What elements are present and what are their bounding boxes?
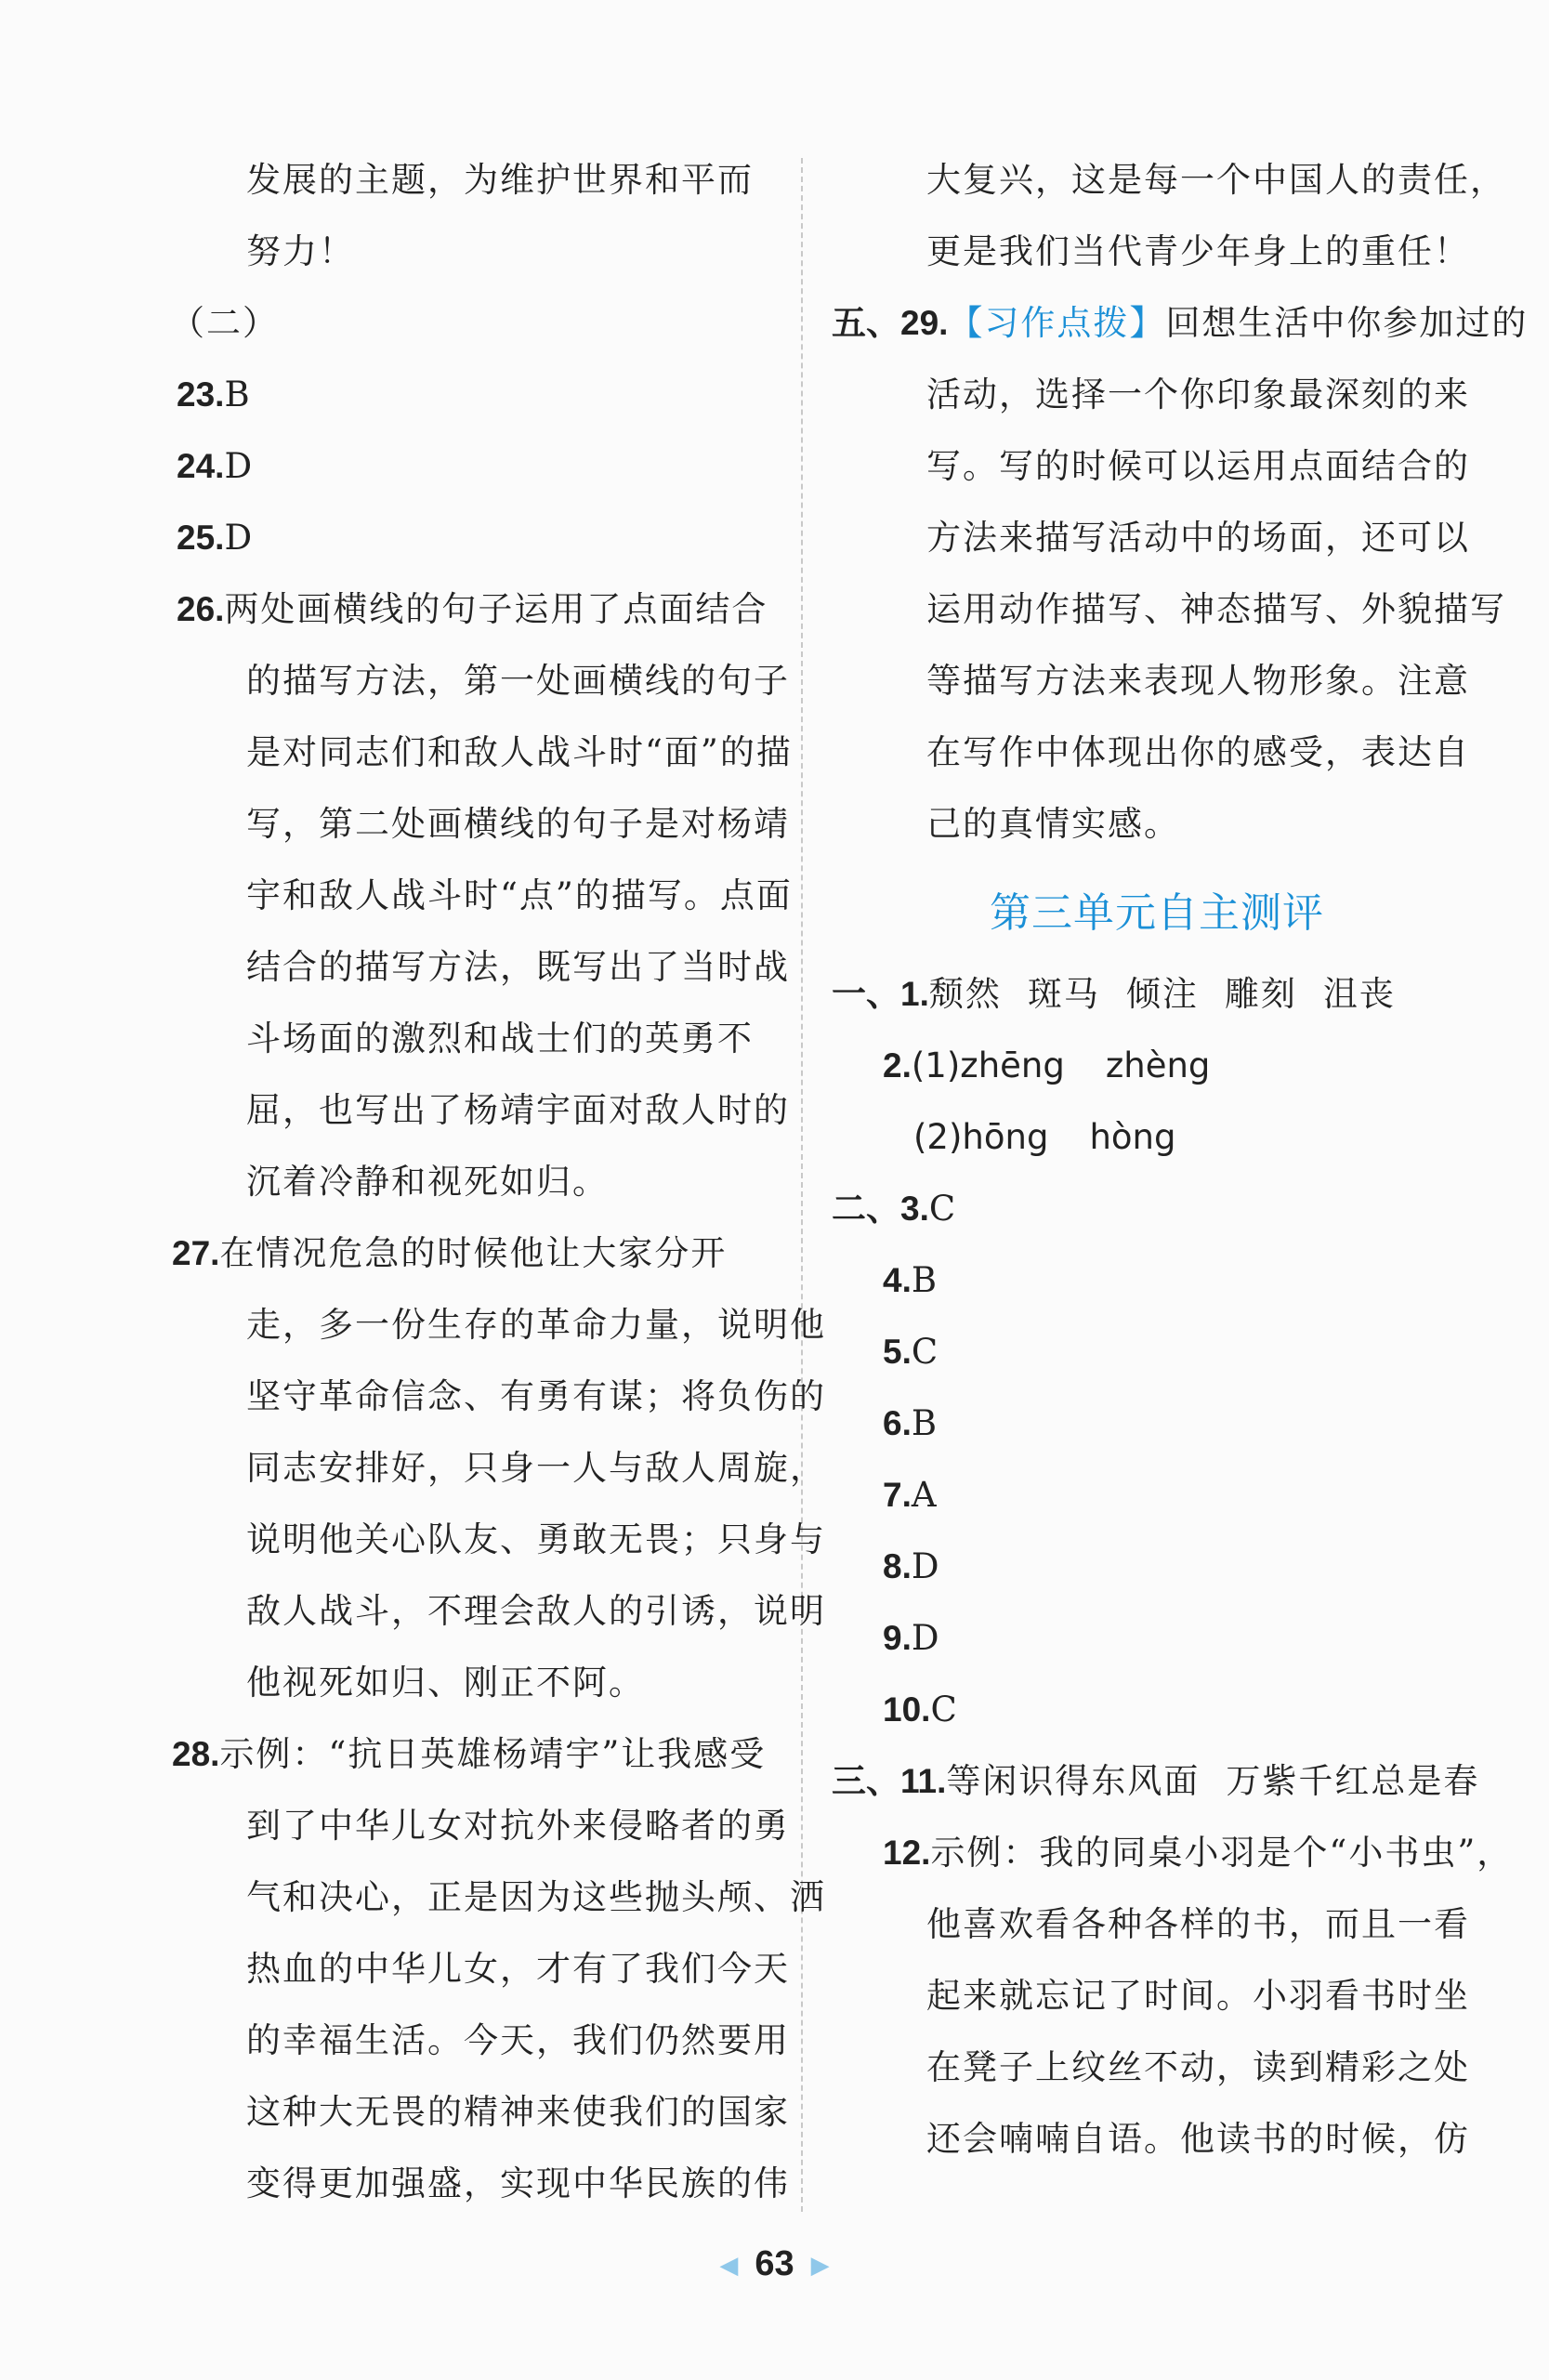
answer-item <box>832 1602 1482 1674</box>
answer-value: D <box>224 446 255 486</box>
question-number: 7. <box>883 1476 912 1514</box>
text-line: 方法来描写活动中的场面，还可以 <box>926 518 1470 558</box>
pinyin: zhèng <box>1105 1045 1211 1085</box>
answer-text: 示例：我的同桌小羽是个“小书虫”， <box>930 1833 1514 1873</box>
answer-item <box>832 1459 1482 1531</box>
text-line: 还会喃喃自语。他读书的时候，仿 <box>926 2119 1470 2159</box>
answer-item <box>832 1030 1482 1101</box>
question-number: 26. <box>177 590 225 628</box>
prev-arrow-icon: ◀ <box>719 2251 739 2280</box>
pinyin: (1)zhēng <box>911 1045 1065 1085</box>
next-arrow-icon: ▶ <box>810 2251 830 2280</box>
text-line: 他视死如归、刚正不阿。 <box>246 1663 645 1703</box>
text-line: 热血的中华儿女，才有了我们今天 <box>246 1949 790 1989</box>
text-line: 运用动作描写、神态描写、外貌描写 <box>926 589 1506 629</box>
text-line: 敌人战斗，不理会敌人的引诱，说明 <box>246 1591 826 1631</box>
text-line: 己的真情实感。 <box>926 804 1180 844</box>
question-number: 五、29. <box>832 304 949 342</box>
answer-value: B <box>911 1260 939 1300</box>
text-line: 在写作中体现出你的感受，表达自 <box>926 732 1470 772</box>
pinyin: (2)hōng <box>913 1117 1049 1157</box>
answer-value: C <box>930 1690 959 1729</box>
text-line: 写。写的时候可以运用点面结合的 <box>926 446 1470 486</box>
text-line: 的幸福生活。今天，我们仍然要用 <box>246 2020 790 2060</box>
answer-item <box>832 1316 1482 1387</box>
text-line: 到了中华儿女对抗外来侵略者的勇 <box>246 1806 790 1846</box>
answer-item <box>832 1531 1482 1602</box>
answer-item <box>832 1817 1514 1888</box>
answer-item <box>177 430 776 502</box>
text-line: 斗场面的激烈和战士们的英勇不 <box>246 1019 754 1059</box>
answer-item <box>832 1745 1482 1817</box>
page-number: 63 <box>755 2244 794 2283</box>
answer-text: 示例：“抗日英雄杨靖宇”让我感受 <box>219 1734 767 1774</box>
question-number: 27. <box>172 1234 220 1272</box>
answer-item <box>177 573 776 645</box>
text-line: 的描写方法，第一处画横线的句子 <box>246 661 790 701</box>
text-line: 他喜欢看各种各样的书，而且一看 <box>926 1904 1470 1944</box>
word: 斑马 <box>1027 974 1100 1014</box>
word: 颓然 <box>928 974 1002 1014</box>
text-line: 同志安排好，只身一人与敌人周旋， <box>246 1448 826 1488</box>
answer-item <box>832 1101 1482 1173</box>
left-column <box>163 144 826 2219</box>
answer-value: B <box>911 1403 939 1443</box>
pinyin: hòng <box>1089 1117 1176 1157</box>
answer-value: A <box>911 1475 939 1515</box>
answer-value: D <box>911 1546 941 1586</box>
text-line: 在凳子上纹丝不动，读到精彩之处 <box>926 2047 1470 2087</box>
text-line: 宇和敌人战斗时“点”的描写。点面 <box>246 875 793 915</box>
text-line: 写，第二处画横线的句子是对杨靖 <box>246 804 790 844</box>
answer-value: D <box>224 518 255 558</box>
answer-item <box>172 1217 776 1289</box>
answer-item <box>832 1173 1482 1244</box>
question-number: 24. <box>177 447 225 485</box>
question-number: 二、3. <box>832 1190 929 1228</box>
question-number: 12. <box>883 1834 931 1872</box>
text-line: 沉着冷静和视死如归。 <box>246 1162 609 1202</box>
text-line: 变得更加强盛，实现中华民族的伟 <box>246 2163 790 2203</box>
right-column <box>832 144 1529 2175</box>
question-number: 28. <box>172 1735 220 1773</box>
text-line: 努力！ <box>246 231 355 271</box>
answer-item <box>832 1387 1482 1459</box>
answer-item <box>832 1674 1482 1745</box>
answer-item <box>177 502 776 573</box>
text-line: 大复兴，这是每一个中国人的责任， <box>926 160 1506 200</box>
text-line: 等描写方法来表现人物形象。注意 <box>926 661 1470 701</box>
question-number: 2. <box>883 1046 912 1085</box>
text-line: 说明他关心队友、勇敢无畏；只身与 <box>246 1519 826 1559</box>
question-number: 5. <box>883 1333 912 1371</box>
question-number: 三、11. <box>832 1762 947 1800</box>
question-number: 9. <box>883 1619 912 1657</box>
answer-text: 万紫千红总是春 <box>1226 1761 1480 1801</box>
question-number: 25. <box>177 519 225 557</box>
section-heading: 第三单元自主测评 <box>990 889 1324 937</box>
text-line: 坚守革命信念、有勇有谋；将负伤的 <box>246 1376 826 1416</box>
text-line: 气和决心，正是因为这些抛头颅、洒 <box>246 1877 826 1917</box>
text-line: 是对同志们和敌人战斗时“面”的描 <box>246 732 793 772</box>
answer-item <box>172 1718 776 1790</box>
answer-value: C <box>928 1189 958 1229</box>
question-number: 6. <box>883 1404 912 1442</box>
answer-value: C <box>911 1332 940 1372</box>
text-line: 起来就忘记了时间。小羽看书时坐 <box>926 1976 1470 2016</box>
question-number: 23. <box>177 375 225 414</box>
word: 雕刻 <box>1224 974 1297 1014</box>
text-line: 结合的描写方法，既写出了当时战 <box>246 947 790 987</box>
text-line: 这种大无畏的精神来使我们的国家 <box>246 2092 790 2132</box>
question-number: 8. <box>883 1547 912 1585</box>
question-number: 10. <box>883 1690 931 1729</box>
section-label: （二） <box>170 303 279 343</box>
answer-item <box>832 287 1529 359</box>
word: 沮丧 <box>1322 974 1396 1014</box>
answer-text: 两处画横线的句子运用了点面结合 <box>224 589 768 629</box>
question-number: 一、1. <box>832 975 929 1013</box>
answer-item <box>177 359 776 430</box>
answer-value: B <box>224 375 252 414</box>
tip-tag: 【习作点拨】 <box>948 303 1166 343</box>
answer-text: 回想生活中你参加过的 <box>1165 303 1529 343</box>
answer-text: 等闲识得东风面 <box>946 1761 1201 1801</box>
page-footer <box>0 2244 1549 2284</box>
text-line: 走，多一份生存的革命力量，说明他 <box>246 1305 826 1345</box>
text-line: 屈，也写出了杨靖宇面对敌人时的 <box>246 1090 790 1130</box>
text-line: 更是我们当代青少年身上的重任！ <box>926 231 1470 271</box>
answer-item <box>832 1244 1482 1316</box>
question-number: 4. <box>883 1261 912 1299</box>
answer-text: 在情况危急的时候他让大家分开 <box>219 1233 728 1273</box>
text-line: 活动，选择一个你印象最深刻的来 <box>926 375 1470 414</box>
answer-item <box>832 958 1482 1030</box>
answer-value: D <box>911 1618 941 1658</box>
word: 倾注 <box>1125 974 1199 1014</box>
text-line: 发展的主题，为维护世界和平而 <box>246 160 754 200</box>
